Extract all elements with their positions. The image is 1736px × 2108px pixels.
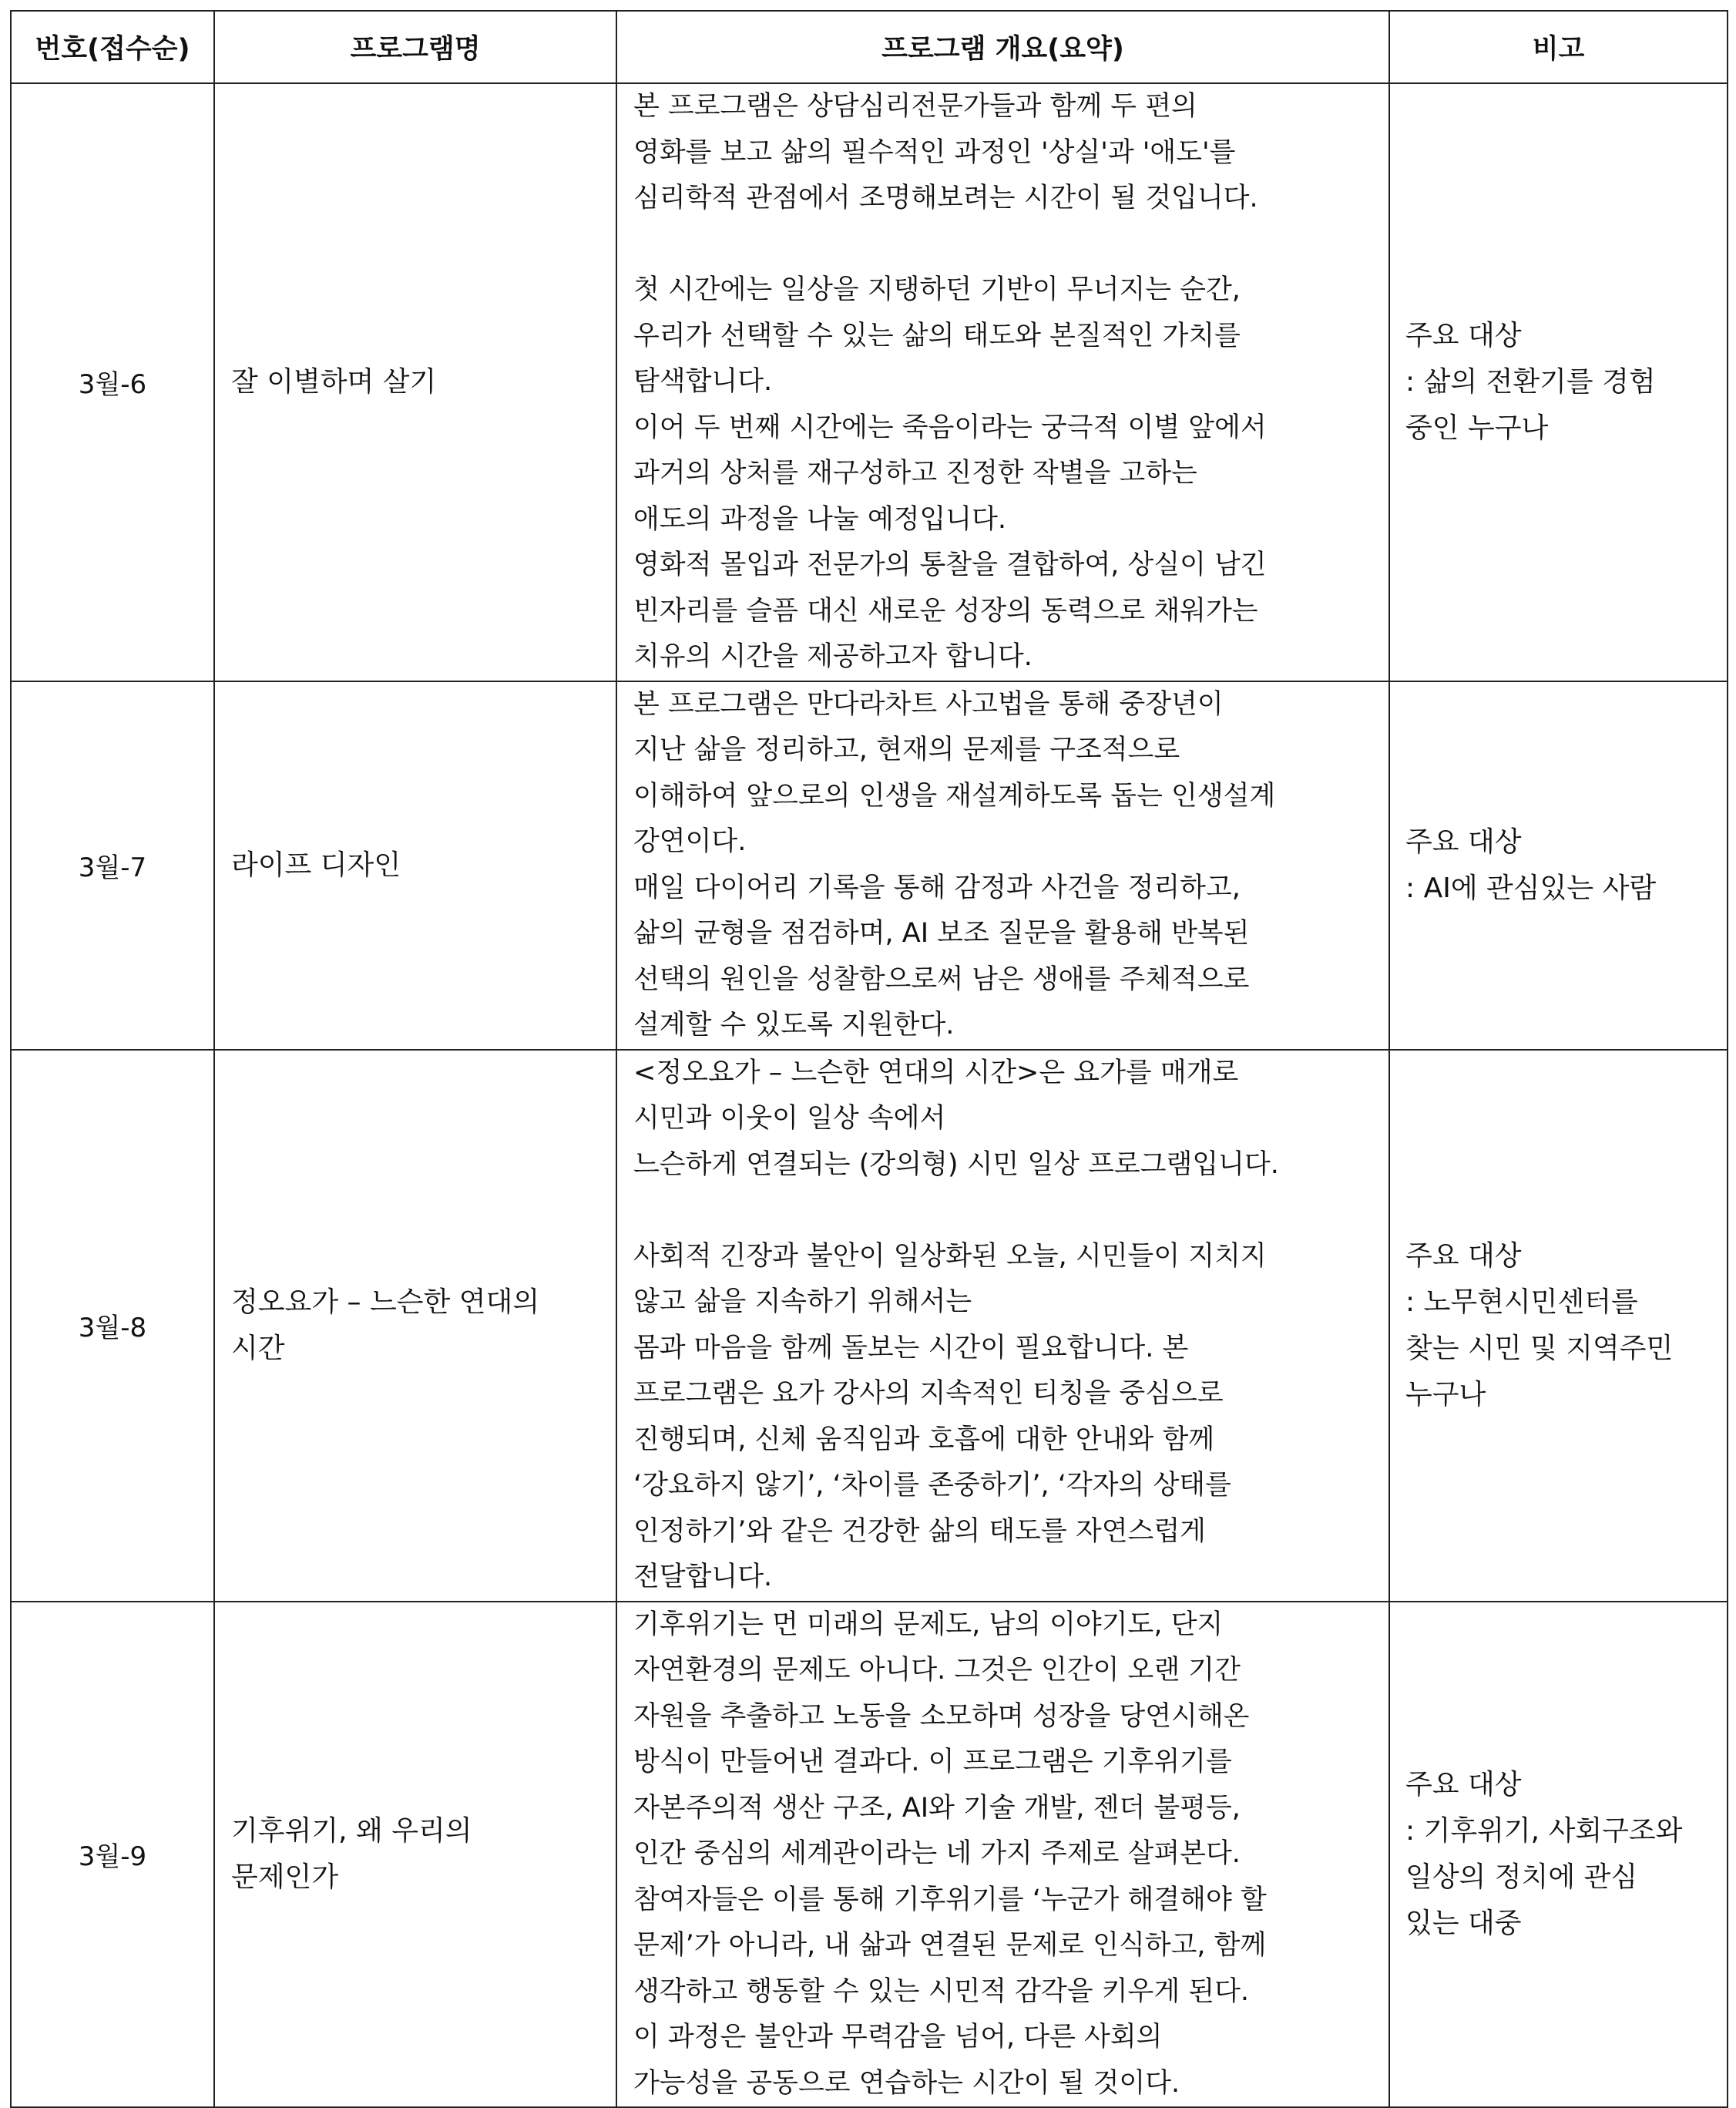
program-name-line: 시간	[231, 1332, 285, 1364]
note-line: 찾는 시민 및 지역주민	[1405, 1332, 1674, 1364]
summary-line: 이어 두 번째 시간에는 죽음이라는 궁극적 이별 앞에서	[633, 412, 1267, 443]
note-line: : AI에 관심있는 사람	[1405, 872, 1657, 904]
cell-note	[1389, 83, 1728, 681]
note-line: : 삶의 전환기를 경험	[1405, 365, 1656, 398]
summary-line: 영화를 보고 삶의 필수적인 과정인 '상실'과 '애도'를	[633, 136, 1236, 168]
summary-line: 사회적 긴장과 불안이 일상화된 오늘, 시민들이 지치지	[633, 1240, 1267, 1272]
summary-line: 치유의 시간을 제공하고자 합니다.	[633, 641, 1033, 672]
summary-line: 방식이 만들어낸 결과다. 이 프로그램은 기후위기를	[633, 1747, 1232, 1777]
summary-line: 진행되며, 신체 움직임과 호흡에 대한 안내와 함께	[633, 1424, 1215, 1455]
summary-line: ‘강요하지 않기’, ‘차이를 존중하기’, ‘각자의 상태를	[633, 1470, 1231, 1501]
summary-line: 빈자리를 슬픔 대신 새로운 성장의 동력으로 채워가는	[633, 595, 1258, 627]
summary-line: 우리가 선택할 수 있는 삶의 태도와 본질적인 가치를	[633, 320, 1241, 351]
summary-line: <정오요가 – 느슨한 연대의 시간>은 요가를 매개로	[633, 1057, 1239, 1088]
note-line: : 노무현시민센터를	[1405, 1286, 1638, 1318]
table-row	[11, 83, 1728, 681]
note-line: 있는 대중	[1405, 1907, 1522, 1939]
summary-line: 느슨하게 연결되는 (강의형) 시민 일상 프로그램입니다.	[633, 1148, 1279, 1180]
summary-line: 않고 삶을 지속하기 위해서는	[633, 1286, 972, 1317]
table-row	[11, 681, 1728, 1050]
summary-line: 강연이다.	[633, 826, 747, 857]
program-table	[10, 10, 1728, 2108]
summary-line: 프로그램은 요가 강사의 지속적인 티칭을 중심으로	[633, 1378, 1224, 1409]
summary-line: 영화적 몰입과 전문가의 통찰을 결합하여, 상실이 남긴	[633, 550, 1267, 580]
note-line: 주요 대상	[1405, 1768, 1522, 1800]
summary-line: 삶의 균형을 점검하며, AI 보조 질문을 활용해 반복된	[633, 918, 1250, 949]
table-row	[11, 1602, 1728, 2108]
summary-line: 문제’가 아니라, 내 삶과 연결된 문제로 인식하고, 함께	[633, 1930, 1267, 1961]
summary-line: 자본주의적 생산 구조, AI와 기술 개발, 젠더 불평등,	[633, 1792, 1241, 1824]
table-row	[11, 1050, 1728, 1602]
summary-line: 본 프로그램은 만다라차트 사고법을 통해 중장년이	[633, 688, 1224, 720]
header-program-summary: 프로그램 개요(요약)	[616, 11, 1389, 83]
summary-line: 심리학적 관점에서 조명해보려는 시간이 될 것입니다.	[633, 183, 1258, 213]
note-line: 중인 누구나	[1405, 412, 1549, 444]
header-program-name: 프로그램명	[214, 11, 616, 83]
cell-program-name	[214, 1050, 616, 1602]
note-line: 주요 대상	[1405, 1239, 1522, 1272]
cell-note	[1389, 1050, 1728, 1602]
cell-program-summary	[616, 1602, 1389, 2108]
table-body	[11, 83, 1728, 2107]
summary-line: 몸과 마음을 함께 돌보는 시간이 필요합니다. 본	[633, 1332, 1189, 1363]
summary-line: 자연환경의 문제도 아니다. 그것은 인간이 오랜 기간	[633, 1655, 1241, 1686]
cell-note	[1389, 1602, 1728, 2108]
table-header	[11, 11, 1728, 83]
note-line: 일상의 정치에 관심	[1405, 1861, 1638, 1893]
program-name-line: 문제인가	[231, 1861, 339, 1893]
header-row	[11, 11, 1728, 83]
cell-note	[1389, 681, 1728, 1050]
note-line: 누구나	[1405, 1378, 1486, 1410]
summary-line: 생각하고 행동할 수 있는 시민적 감각을 키우게 된다.	[633, 1975, 1250, 2007]
summary-line: 자원을 추출하고 노동을 소모하며 성장을 당연시해온	[633, 1700, 1250, 1732]
summary-line: 탐색합니다.	[633, 366, 773, 397]
summary-line: 이해하여 앞으로의 인생을 재설계하도록 돕는 인생설계	[633, 780, 1276, 812]
summary-line: 시민과 이웃이 일상 속에서	[633, 1103, 946, 1134]
cell-program-summary	[616, 1050, 1389, 1602]
summary-line: 가능성을 공동으로 연습하는 시간이 될 것이다.	[633, 2067, 1180, 2099]
cell-program-summary	[616, 681, 1389, 1050]
summary-line: 첫 시간에는 일상을 지탱하던 기반이 무너지는 순간,	[633, 274, 1241, 305]
note-line: 주요 대상	[1405, 319, 1522, 351]
summary-line: 지난 삶을 정리하고, 현재의 문제를 구조적으로	[633, 735, 1180, 765]
program-name-line: 정오요가 – 느슨한 연대의	[231, 1286, 540, 1318]
summary-line: 이 과정은 불안과 무력감을 넘어, 다른 사회의	[633, 2022, 1163, 2053]
cell-number: 3월-8	[11, 1050, 214, 1602]
summary-line: 참여자들은 이를 통해 기후위기를 ‘누군가 해결해야 할	[633, 1884, 1267, 1915]
program-name-line: 기후위기, 왜 우리의	[231, 1814, 472, 1847]
cell-number: 3월-6	[11, 83, 214, 681]
cell-program-name	[214, 681, 616, 1050]
cell-number: 3월-7	[11, 681, 214, 1050]
summary-line	[633, 1188, 1382, 1234]
note-line: 주요 대상	[1405, 825, 1522, 858]
summary-line: 기후위기는 먼 미래의 문제도, 남의 이야기도, 단지	[633, 1609, 1224, 1640]
program-name-line: 잘 이별하며 살기	[231, 365, 437, 398]
cell-program-name	[214, 1602, 616, 2108]
note-line: : 기후위기, 사회구조와	[1405, 1814, 1683, 1847]
summary-line: 인정하기’와 같은 건강한 삶의 태도를 자연스럽게	[633, 1515, 1206, 1547]
summary-line: 매일 다이어리 기록을 통해 감정과 사건을 정리하고,	[633, 872, 1241, 903]
cell-program-summary	[616, 83, 1389, 681]
summary-line: 과거의 상처를 재구성하고 진정한 작별을 고하는	[633, 458, 1197, 489]
summary-line	[633, 222, 1382, 268]
cell-number: 3월-9	[11, 1602, 214, 2108]
header-number: 번호(접수순)	[11, 11, 214, 83]
summary-line: 선택의 원인을 성찰함으로써 남은 생애를 주체적으로	[633, 963, 1250, 995]
summary-line: 설계할 수 있도록 지원한다.	[633, 1010, 955, 1041]
cell-program-name	[214, 83, 616, 681]
summary-line: 본 프로그램은 상담심리전문가들과 함께 두 편의	[633, 91, 1197, 122]
summary-line: 전달합니다.	[633, 1562, 773, 1592]
program-name-line: 라이프 디자인	[231, 849, 401, 881]
summary-line: 인간 중심의 세계관이라는 네 가지 주제로 살펴본다.	[633, 1838, 1241, 1869]
header-note: 비고	[1389, 11, 1728, 83]
summary-line: 애도의 과정을 나눌 예정입니다.	[633, 503, 1007, 535]
